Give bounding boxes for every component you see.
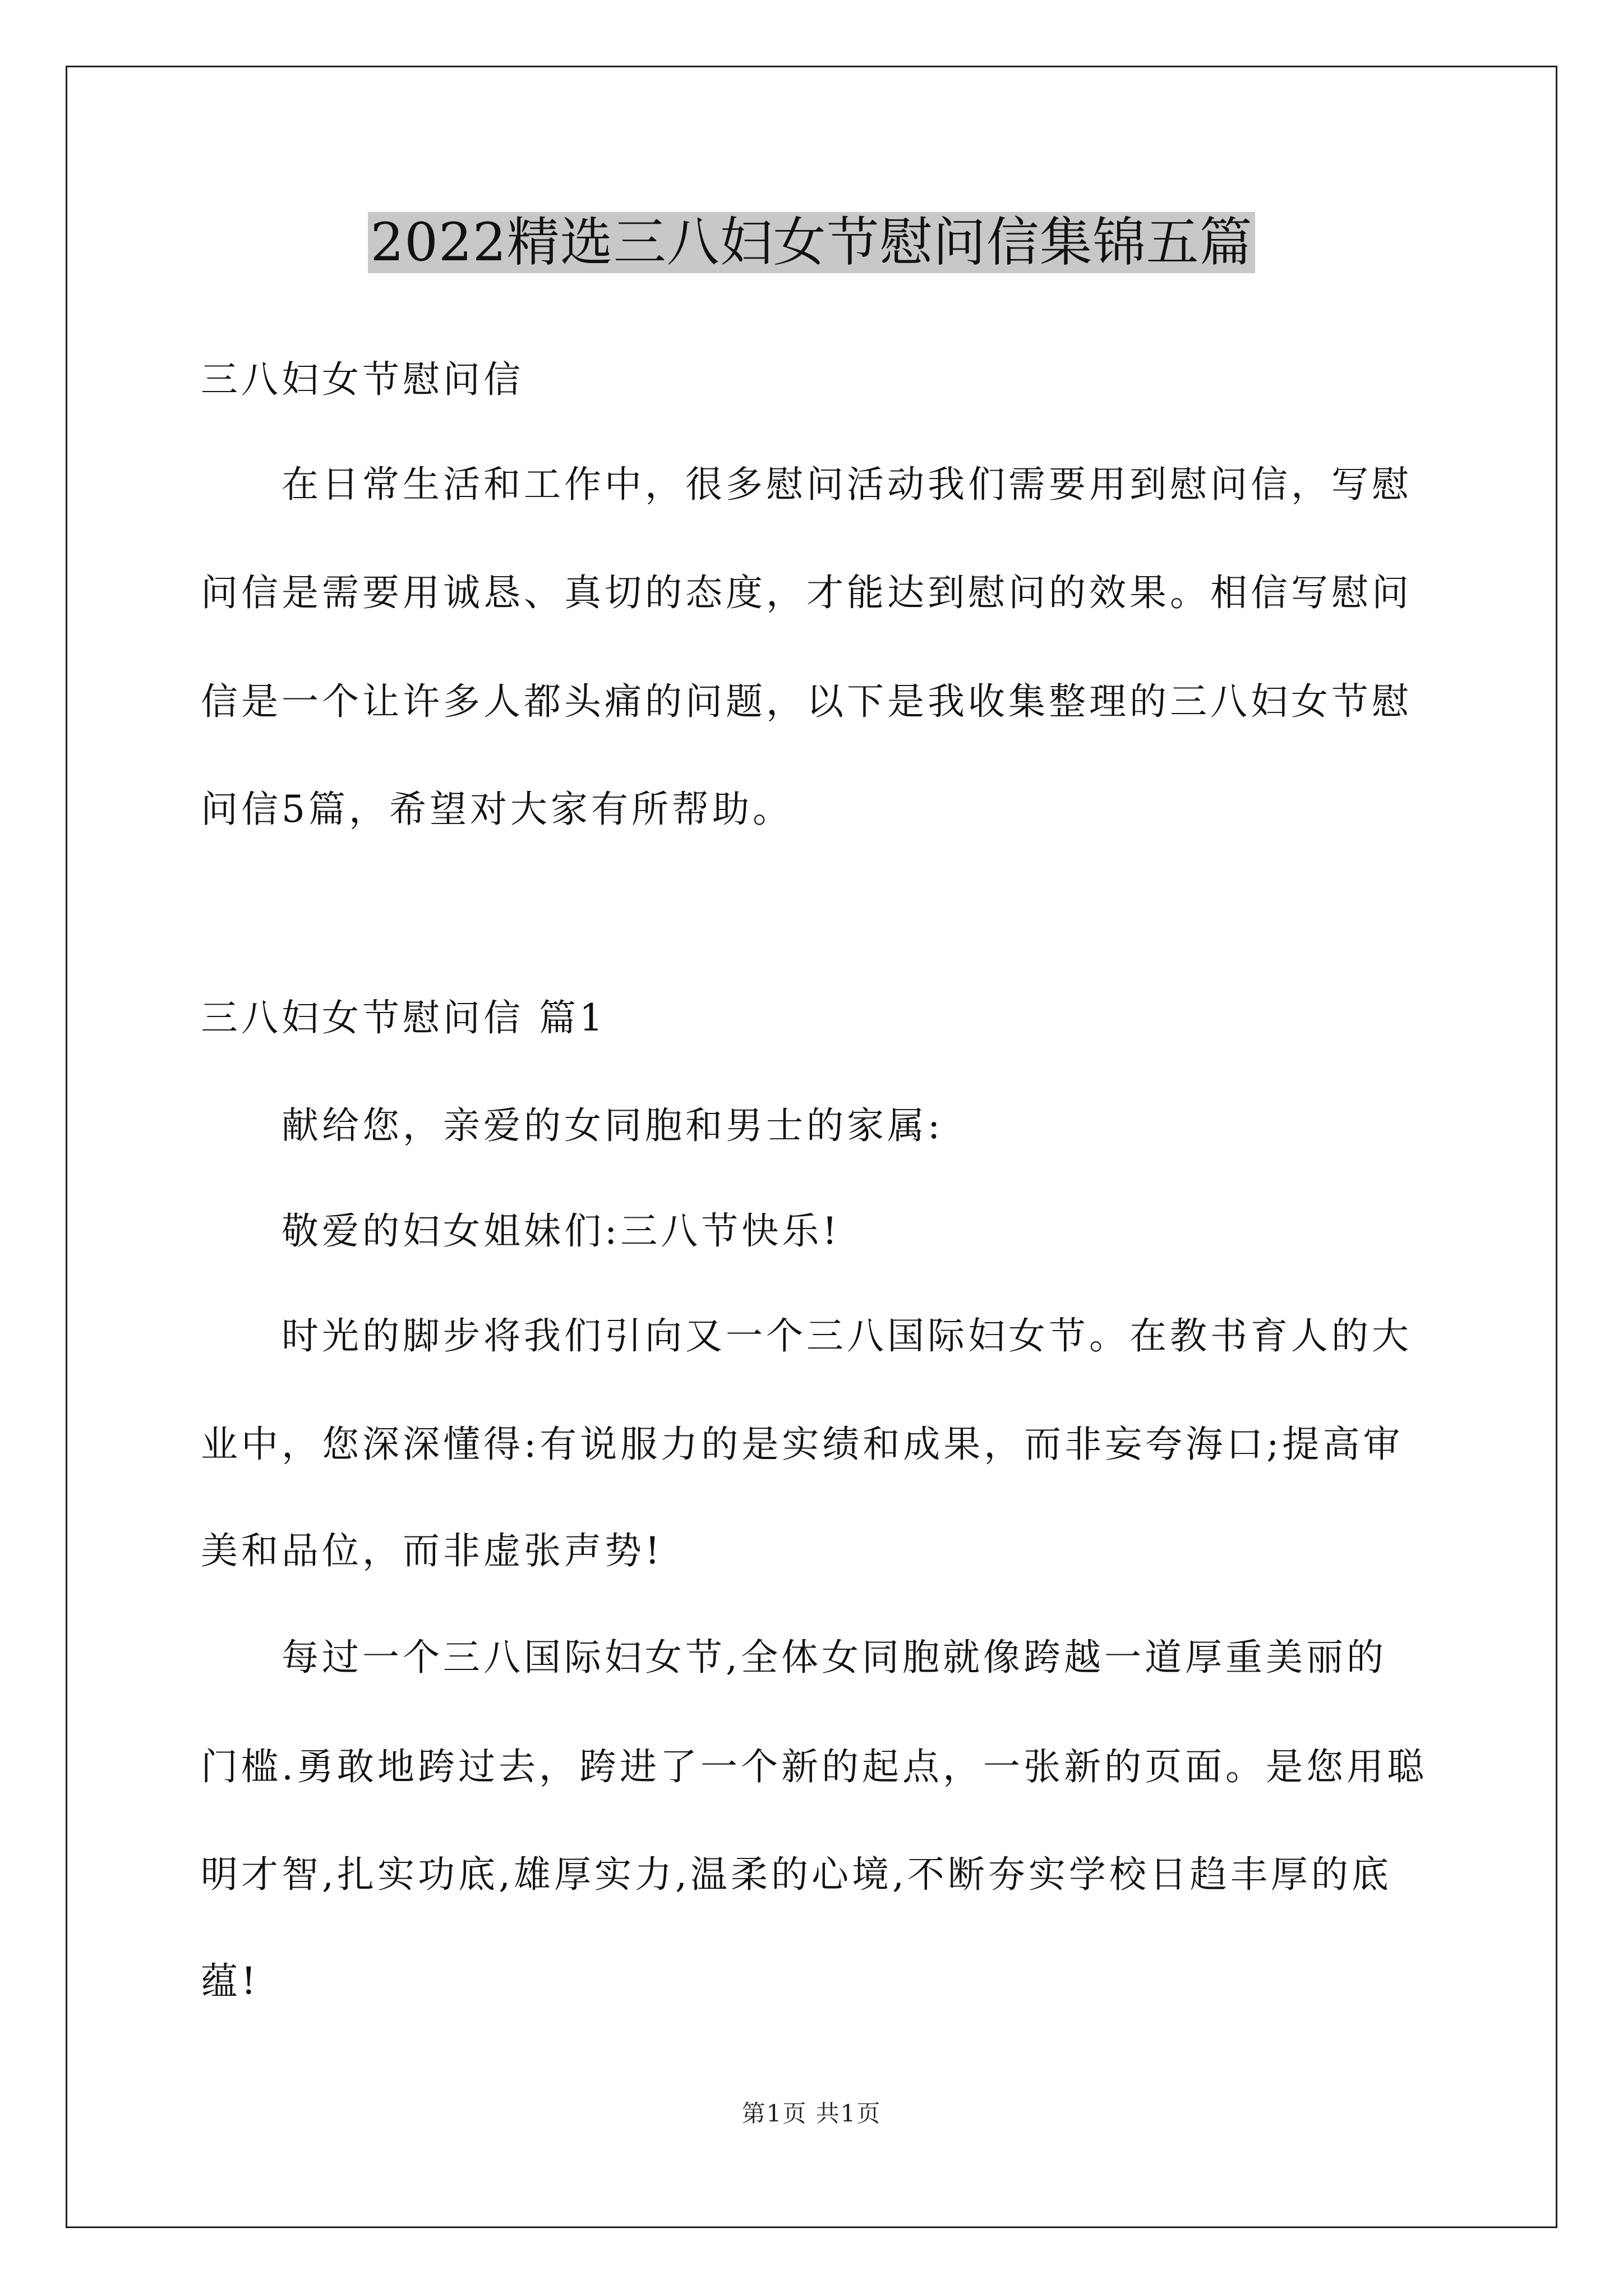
letter-greeting: 敬爱的妇女姐妹们:三八节快乐! [282, 1209, 841, 1253]
page-number-footer: 第1页 共1页 [741, 2100, 882, 2127]
body-paragraph-line: 美和品位，而非虚张声势! [201, 1529, 663, 1572]
intro-paragraph-line: 在日常生活和工作中，很多慰问活动我们需要用到慰问信，写慰 [282, 463, 1412, 506]
intro-paragraph-line: 信是一个让许多人都头痛的问题，以下是我收集整理的三八妇女节慰 [201, 680, 1412, 723]
document-title [0, 206, 1623, 279]
body-paragraph-line: 时光的脚步将我们引向又一个三八国际妇女节。在教书育人的大 [282, 1314, 1412, 1358]
section-heading: 三八妇女节慰问信 篇1 [201, 996, 606, 1039]
intro-paragraph-line: 问信5篇，希望对大家有所帮助。 [201, 788, 793, 831]
body-paragraph-line: 业中，您深深懂得:有说服力的是实绩和成果，而非妄夸海口;提高审 [201, 1423, 1404, 1466]
body-paragraph-line: 蕴! [201, 1959, 260, 2003]
body-paragraph-line: 明才智,扎实功底,雄厚实力,温柔的心境,不断夯实学校日趋丰厚的底 [201, 1853, 1392, 1896]
body-paragraph-line: 每过一个三八国际妇女节,全体女同胞就像跨越一道厚重美丽的 [282, 1636, 1387, 1679]
document-title-text: 2022精选三八妇女节慰问信集锦五篇 [368, 212, 1255, 273]
body-paragraph-line: 门槛.勇敢地跨过去，跨进了一个新的起点，一张新的页面。是您用聪 [201, 1745, 1427, 1788]
intro-paragraph-line: 问信是需要用诚恳、真切的态度，才能达到慰问的效果。相信写慰问 [201, 571, 1412, 614]
letter-salutation: 献给您，亲爱的女同胞和男士的家属: [282, 1104, 944, 1147]
intro-heading: 三八妇女节慰问信 [201, 358, 524, 401]
